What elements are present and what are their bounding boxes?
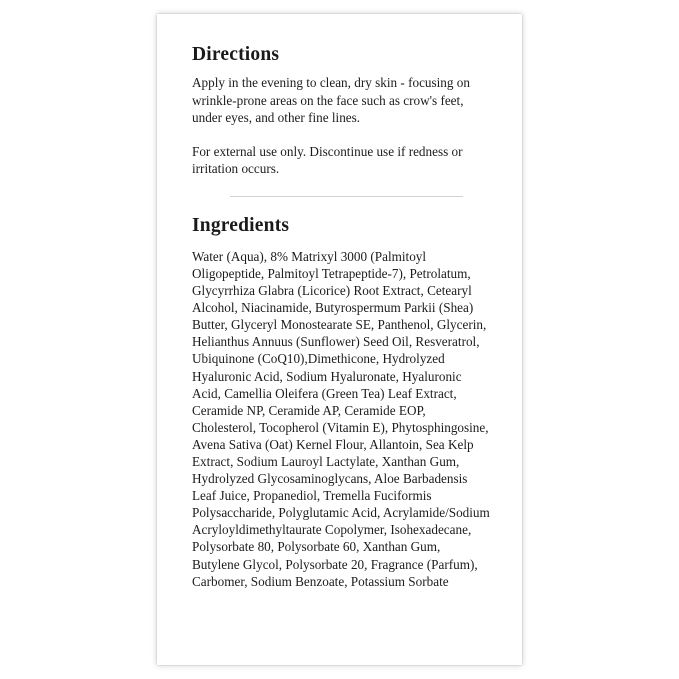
ingredients-heading: Ingredients (192, 215, 290, 237)
product-label-card (157, 14, 522, 665)
directions-heading: Directions (192, 44, 280, 65)
directions-section (192, 44, 490, 177)
directions-paragraph-2: For external use only. Discontinue use if redness or irritation occurs. (192, 144, 463, 177)
ingredients-section (192, 215, 490, 589)
section-divider (230, 196, 463, 197)
ingredients-list-text: Water (Aqua), 8% Matrixyl 3000 (Palmitoyl Oligopeptide, Palmitoyl Tetrapeptide-7), Petrolatum, Glycyrrhiza Glabra (Licorice) Root Extract, Cetearyl Alcohol, Niacinamide, Butyrospermum Parkii (Shea) Butter, Glyceryl Monostearate SE, Panthenol, Glycerin, Helianthus Annuus (Sunflower) Seed Oil, Resveratrol, Ubiquinone (CoQ10),Dimethicone, Hydrolyzed Hyaluronic Acid, Sodium Hyaluronate, Hyaluronic Acid, Camellia Oleifera (Green Tea) Leaf Extract, Ceramide NP, Ceramide AP, Ceramide EOP, Cholesterol, Tocopherol (Vitamin E), Phytosphingosine, Avena Sativa (Oat) Kernel Flour, Allantoin, Sea Kelp Extract, Sodium Lauroyl Lactylate, Xanthan Gum, Hydrolyzed Glycosaminoglycans, Aloe Barbadensis Leaf Juice, Propanediol, Tremella Fuciformis Polysaccharide, Polyglutamic Acid, Acrylamide/Sodium Acryloyldimethyltaurate Copolymer, Isohexadecane, Polysorbate 80, Polysorbate 60, Xanthan Gum, Butylene Glycol, Polysorbate 20, Fragrance (Parfum), Carbomer, Sodium Benzoate, Potassium Sorbate (192, 248, 490, 589)
directions-paragraph-1: Apply in the evening to clean, dry skin - focusing on wrinkle-prone areas on the face such as crow's feet, under eyes, and other fine lines. (192, 75, 470, 125)
paragraph-spacer (192, 126, 490, 143)
